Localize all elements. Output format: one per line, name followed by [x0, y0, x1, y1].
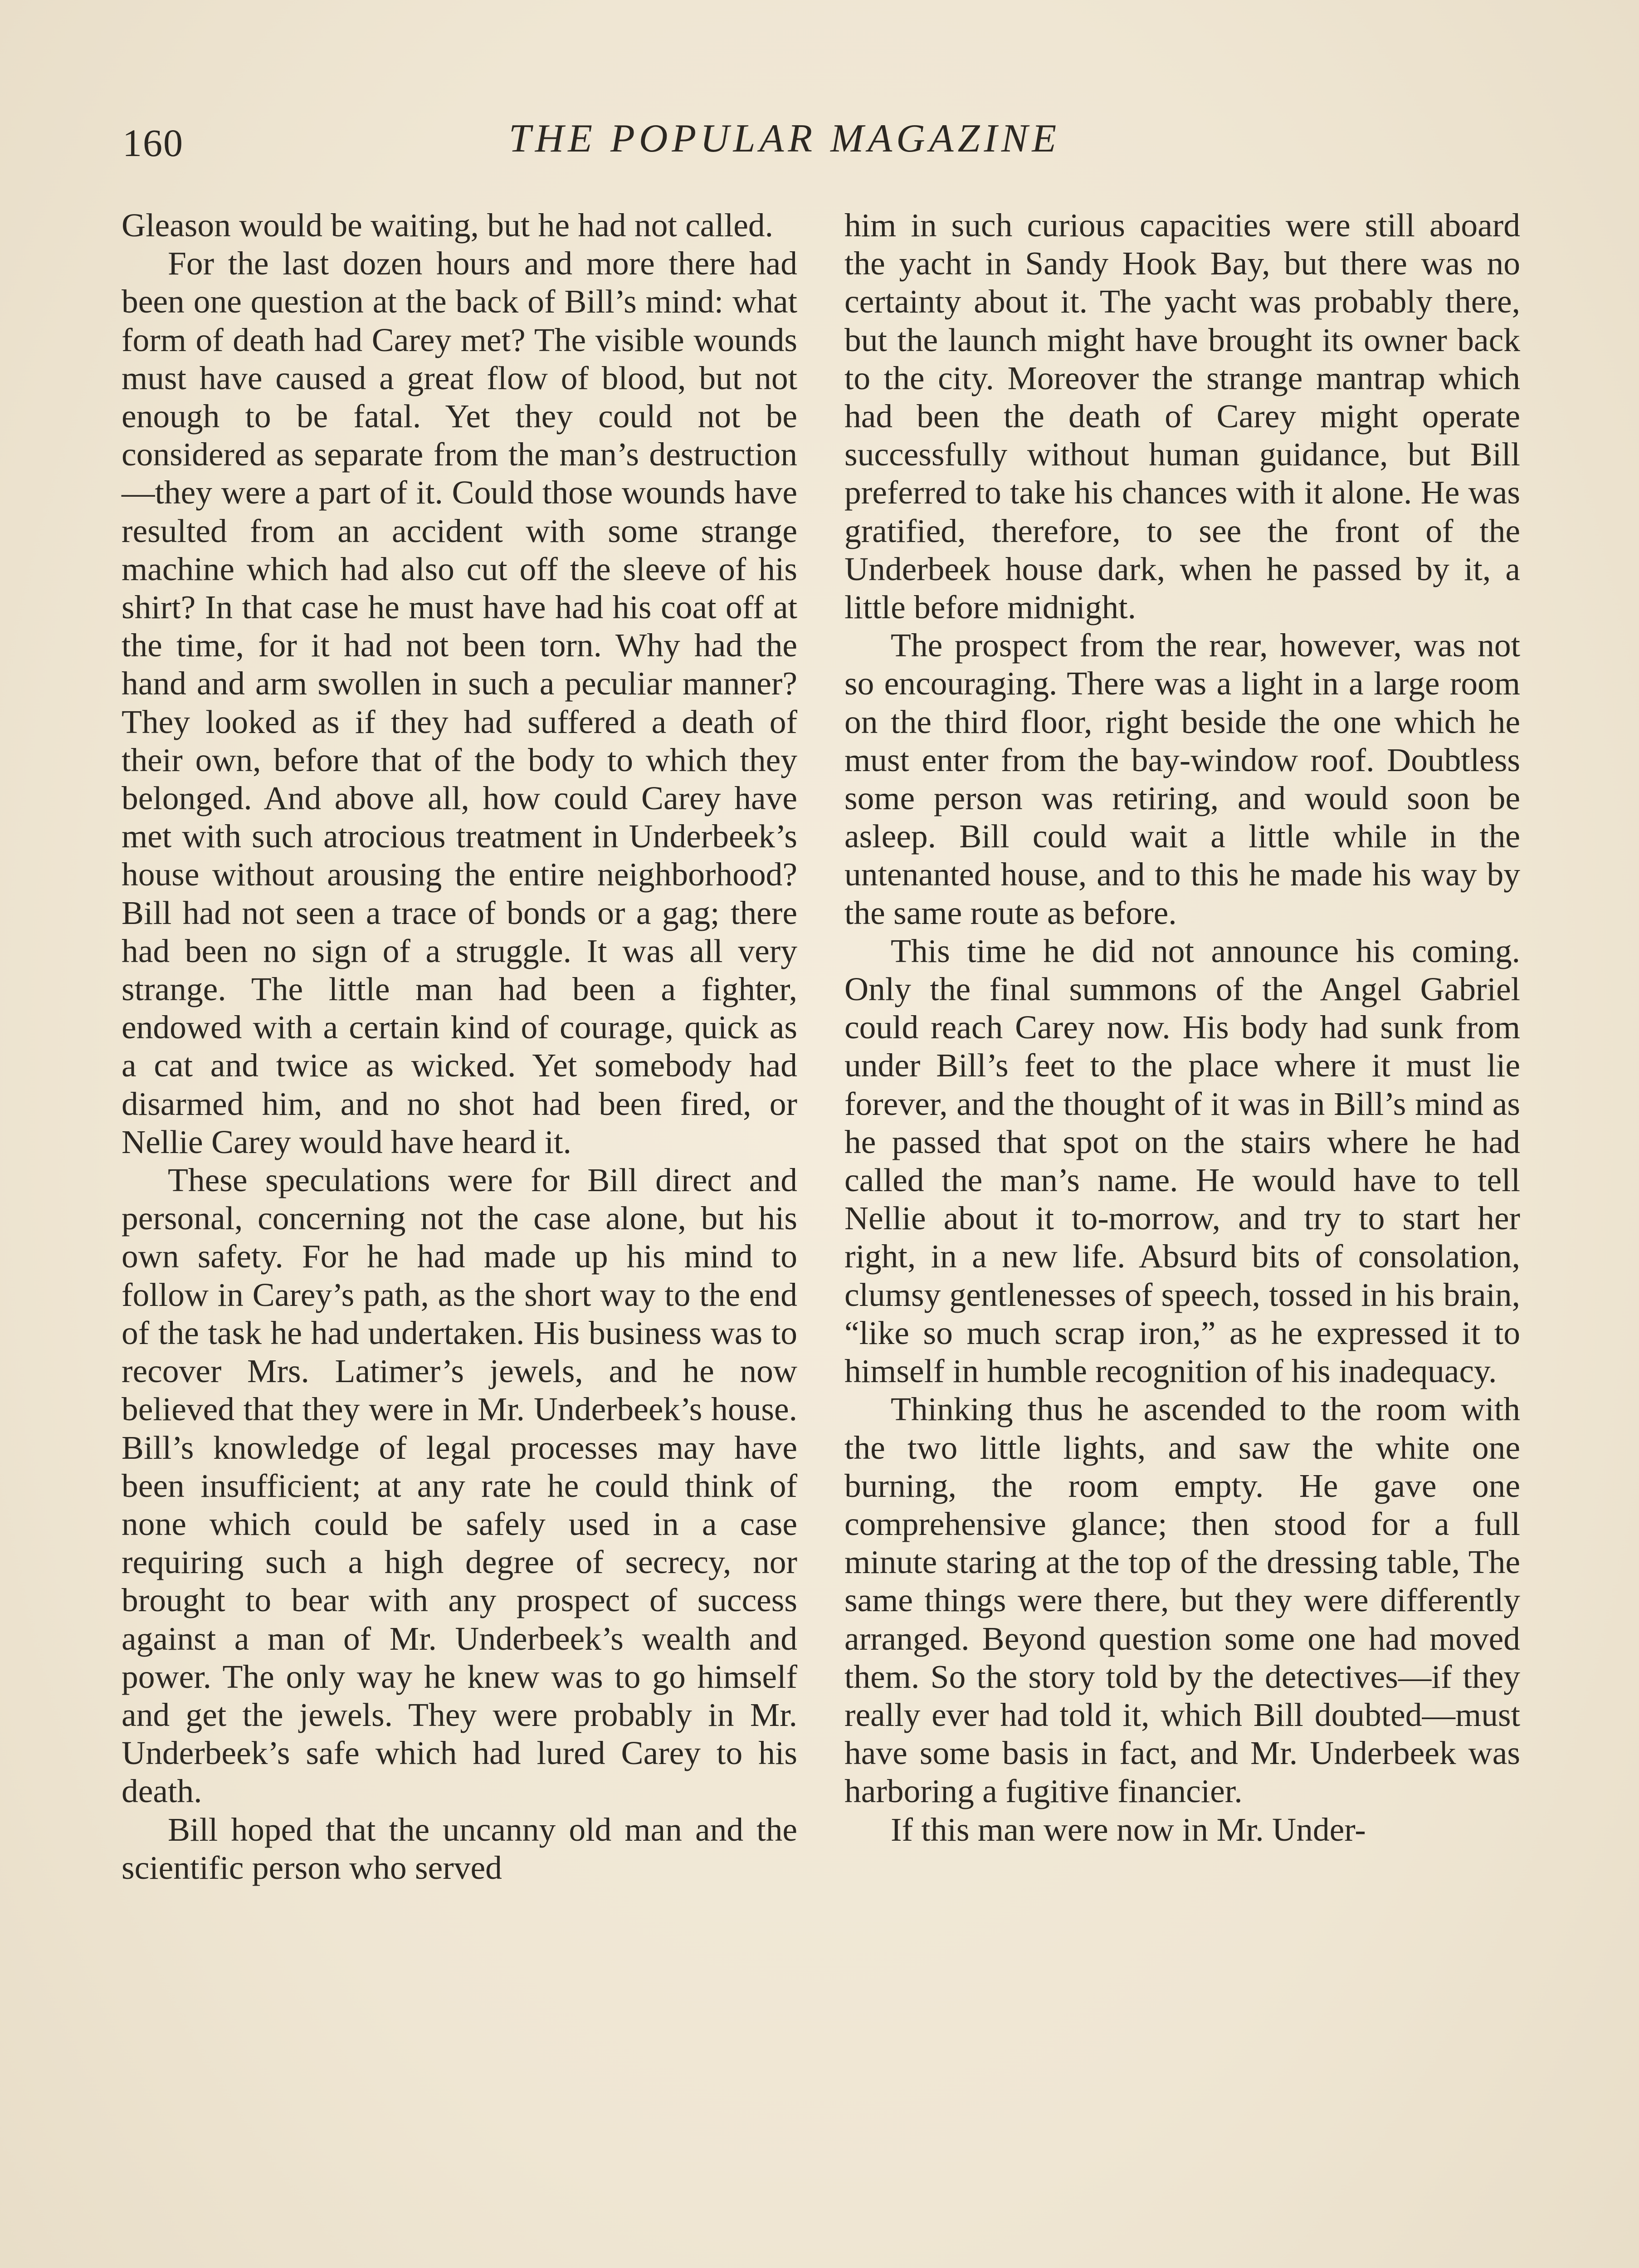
page-number: 160: [122, 121, 184, 165]
paragraph: If this man were now in Mr. Under-: [891, 1811, 1366, 1848]
running-title: THE POPULAR MAGAZINE: [508, 117, 1061, 161]
paragraph: These speculations were for Bill direct and personal, concerning not the case alone, but his own safety. For he had made up his mind to follow in Carey’s path, as the short way to the end of the task he had undertaken. His business was to recover Mrs. Latimer’s jewels, and he now believed that they were in Mr. Underbeek’s house. Bill’s knowledge of legal processes may have been insufficient; at any rate he could think of none which could be safely used in a case requiring such a high degree of secrecy, nor brought to bear with any prospect of success against a man of Mr. Underbeek’s wealth and power. The only way he knew was to go himself and get the jewels. They were probably in Mr. Underbeek’s safe which had lured Carey to his death.: [122, 1162, 797, 1810]
page-header: [122, 116, 1447, 170]
paragraph: him in such curious capacities were still aboard the yacht in Sandy Hook Bay, but there was no certainty about it. The yacht was probably there, but the launch might have brought its owner back to the city. Moreover the strange mantrap which had been the death of Carey might operate successfully without human guidance, but Bill preferred to take his chances with it alone. He was gratified, therefore, to see the front of the Underbeek house dark, when he passed by it, a little before midnight.: [844, 207, 1520, 626]
paragraph: For the last dozen hours and more there had been one question at the back of Bill’s mind: what form of death had Carey met? The visible wounds must have caused a great flow of blood, but not enough to be fatal. Yet they could not be considered as separate from the man’s destruction—they were a part of it. Could those wounds have resulted from an accident with some strange machine which had also cut off the sleeve of his shirt? In that case he must have had his coat off at the time, for it had not been torn. Why had the hand and arm swollen in such a peculiar manner? They looked as if they had suffered a death of their own, before that of the body to which they belonged. And above all, how could Carey have met with such atrocious treatment in Underbeek’s house without arousing the entire neighborhood? Bill had not seen a trace of bonds or a gag; there had been no sign of a struggle. It was all very strange. The little man had been a fighter, endowed with a certain kind of courage, quick as a cat and twice as wicked. Yet somebody had disarmed him, and no shot had been fired, or Nellie Carey would have heard it.: [122, 245, 797, 1160]
paragraph: Gleason would be waiting, but he had not called.: [122, 207, 773, 244]
paragraph: Thinking thus he ascended to the room with the two little lights, and saw the white one burning, the room empty. He gave one comprehensive glance; then stood for a full minute staring at the top of the dressing table, The same things were there, but they were differently arranged. Beyond question some one had moved them. So the story told by the detectives—if they really ever had told it, which Bill doubted—must have some basis in fact, and Mr. Underbeek was harboring a fugitive financier.: [844, 1391, 1520, 1810]
right-column: [844, 206, 1520, 1849]
paragraph: The prospect from the rear, however, was not so encouraging. There was a light in a large room on the third floor, right beside the one which he must enter from the bay-window roof. Doubtless some person was retiring, and would soon be asleep. Bill could wait a little while in the untenanted house, and to this he made his way by the same route as before.: [844, 627, 1520, 931]
paragraph: Bill hoped that the uncanny old man and the scientific person who served: [122, 1811, 797, 1886]
left-column: [122, 206, 797, 1887]
paragraph: This time he did not announce his coming. Only the final summons of the Angel Gabriel could reach Carey now. His body had sunk from under Bill’s feet to the place where it must lie forever, and the thought of it was in Bill’s mind as he passed that spot on the stairs where he had called the man’s name. He would have to tell Nellie about it to-morrow, and try to start her right, in a new life. Absurd bits of consolation, clumsy gentlenesses of speech, tossed in his brain, “like so much scrap iron,” as he expressed it to himself in humble recognition of his inadequacy.: [844, 932, 1520, 1390]
